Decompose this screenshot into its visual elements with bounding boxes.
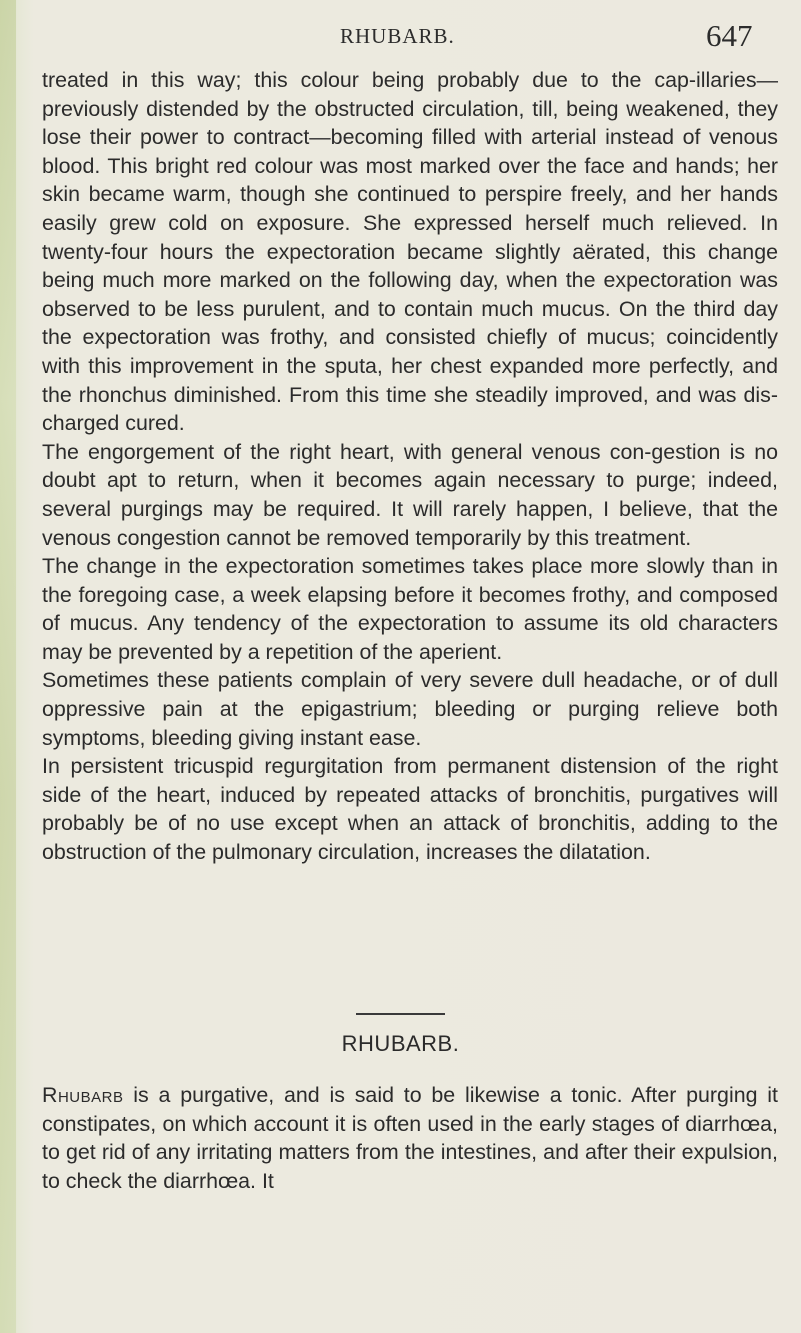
section-divider [356, 1013, 445, 1015]
paragraph: In persistent tricuspid regurgitation from permanent distension of the right side of the heart, induced by repeated attacks of bronchitis, purgatives will probably be of no use except when an attack of bronchitis, adding to the obstruction of the pulmonary circulation, increases the dilatation. [42, 754, 778, 865]
section-paragraph [42, 1081, 778, 1195]
paragraph: treated in this way; this colour being probably due to the cap-illaries—previously distended by the obstructed circulation, till, being weakened, they lose their power to contract—becoming filled with arterial instead of venous blood. This bright red colour was most marked over the face and hands; her skin became warm, though she continued to perspire freely, and her hands easily grew cold on exposure. She expressed herself much relieved. In twenty-four hours the expectoration became slightly aërated, this change being much more marked on the following day, when the expectoration was observed to be less purulent, and to contain much mucus. On the third day the expectoration was frothy, and consisted chiefly of mucus; coincidently with this improvement in the sputa, her chest expanded more perfectly, and the rhonchus diminished. From this time she steadily improved, and was dis-charged cured. [42, 68, 778, 436]
page-number: 647 [706, 18, 753, 53]
body-text [42, 66, 778, 867]
section-lead-word: Rhubarb [42, 1083, 124, 1107]
section-title: RHUBARB. [341, 1031, 460, 1056]
running-head: RHUBARB. [340, 24, 455, 48]
paragraph: The engorgement of the right heart, with general venous con-gestion is no doubt apt to return, when it becomes again necessary to purge; indeed, several purgings may be required. It will rarely happen, I believe, that the venous congestion cannot be removed temporarily by this treatment. [42, 439, 778, 550]
section-body [42, 1081, 778, 1195]
paragraph: The change in the expectoration sometimes takes place more slowly than in the foregoing case, a week elapsing before it becomes frothy, and composed of mucus. Any tendency of the expectoration to assume its old characters may be prevented by a repetition of the aperient. [42, 554, 778, 664]
section-text: is a purgative, and is said to be likewise a tonic. After purging it constipates, on which account it is often used in the early stages of diarrhœa, to get rid of any irritating matters from the intestines, and after their expulsion, to check the diarrhœa. It [42, 1083, 778, 1193]
paragraph: Sometimes these patients complain of very severe dull headache, or of dull oppressive pain at the epigastrium; bleeding or purging relieve both symptoms, bleeding giving instant ease. [42, 668, 778, 750]
page-gutter-shadow [0, 0, 16, 1333]
page-header [0, 18, 801, 58]
